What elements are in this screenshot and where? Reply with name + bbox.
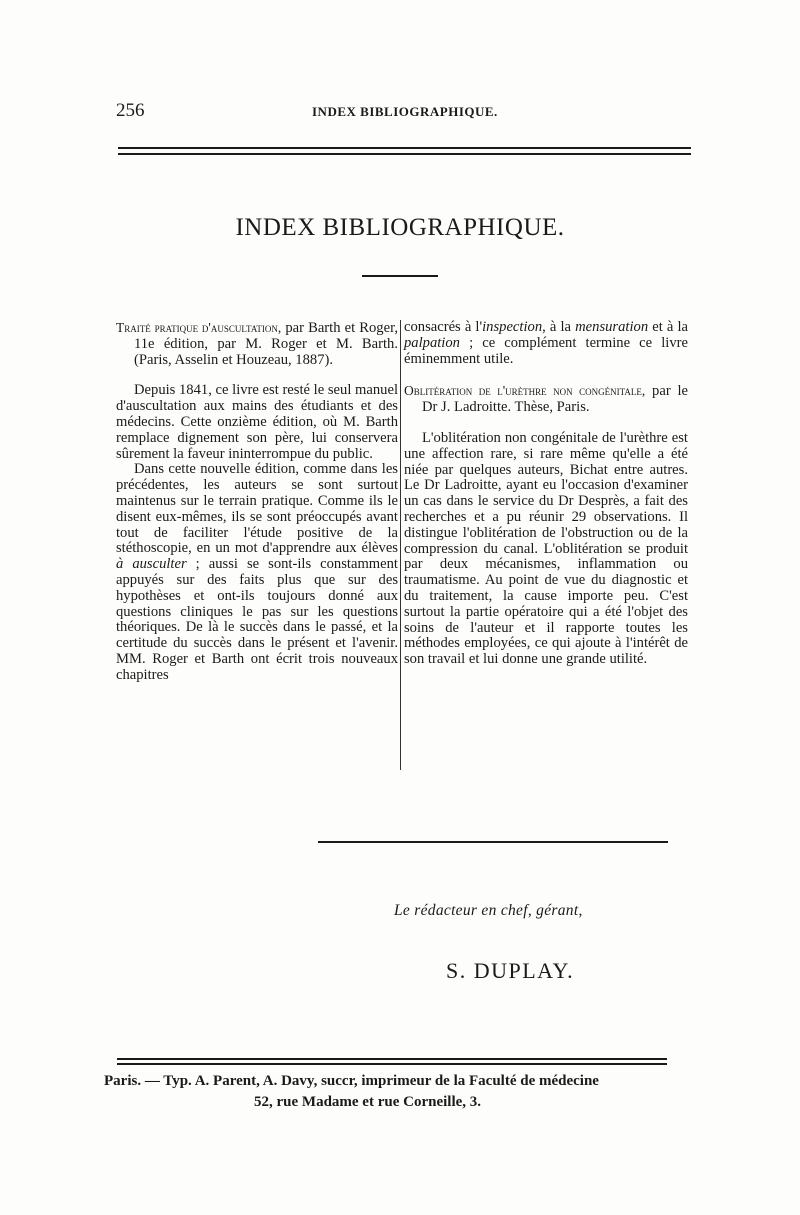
- right-column: [404, 320, 688, 668]
- emphasis: mensuration: [575, 319, 649, 335]
- running-head: INDEX BIBLIOGRAPHIQUE.: [312, 104, 498, 119]
- paragraph: Depuis 1841, ce livre est resté le seul manuel d'auscultation aux mains des étudiants et des médecins. Cette onzième édition, où M. Barth remplace dignement son père, lui conservera sûrement la faveur ininterrompue du public.: [116, 382, 398, 462]
- paragraph: [404, 320, 688, 367]
- entry-citation: par Barth et Roger, 11e édition, par M. Roger et M. Barth. (Paris, Asselin et Houzeau, 1887).: [134, 320, 399, 368]
- main-title: INDEX BIBLIOGRAPHIQUE.: [235, 214, 565, 241]
- paragraph: L'oblitération non congénitale de l'urèthre est une affection rare, si rare même qu'elle a été niée par quelques auteurs, Bichat entre autres. Le Dr Ladroitte, ayant eu l'occasion d'examiner un cas dans le service du Dr Desprès, a fait des recherches et a pu réunir 29 observations. Il distingue l'oblitération de l'obstruction ou de la compression du canal. L'oblitération se produit par deux mécanismes, inflammation ou traumatisme. Au point de vue du diagnostic et du traitement, la cause importe peu. C'est surtout la partie opératoire qui a été l'objet des soins de l'auteur et il rapporte toutes les méthodes employées, ce qui ajoute à l'intérêt de son travail et lui donne une grande utilité.: [404, 429, 688, 668]
- paragraph: [116, 462, 398, 683]
- emphasis: palpation: [404, 334, 460, 351]
- paragraph-text: ; aussi se sont-ils constamment appuyés sur des faits plus que sur des hypothèses et ont-ils toujours donné aux questions cliniques le pas sur les questions théoriques. De là le succès dans le passé, et la certitude du succès dans le présent et l'avenir. MM. Roger et Barth ont écrit trois nouveaux chapitres: [116, 556, 398, 683]
- page-number: 256: [116, 100, 145, 121]
- signature: S. DUPLAY.: [446, 958, 575, 983]
- entry-citation: par le Dr J. Ladroitte. Thèse, Paris.: [422, 383, 688, 416]
- entry-heading: [116, 320, 398, 368]
- entry-title: Oblitération de l'urèthre non congénitale,: [404, 383, 646, 399]
- entry-heading: [404, 383, 688, 416]
- header-rule-top: [118, 147, 691, 149]
- signoff: Le rédacteur en chef, gérant,: [394, 902, 583, 919]
- imprint-rule-bottom: [117, 1063, 667, 1065]
- paragraph-text: consacrés à l': [404, 319, 483, 335]
- title-rule: [362, 275, 438, 277]
- paragraph-text: et à la: [652, 319, 689, 335]
- left-column: [116, 320, 398, 684]
- entry-title: Traité pratique d'auscultation,: [116, 320, 282, 335]
- emphasis: inspection: [482, 319, 543, 335]
- emphasis: à ausculter: [116, 556, 187, 573]
- section-rule: [318, 841, 668, 843]
- paragraph-text: ; ce complément termine ce livre éminemment utile.: [404, 334, 688, 367]
- paragraph-text: Dans cette nouvelle édition, comme dans les précédentes, les auteurs se sont surtout maintenus sur le terrain pratique. Comme ils le disent eux-mêmes, ils se sont préoccupés avant tout de faciliter l'étude positive de la stéthoscopie, en un mot d'apprendre aux élèves: [116, 461, 398, 557]
- imprint-line: Paris. — Typ. A. Parent, A. Davy, succr, imprimeur de la Faculté de médecine: [104, 1073, 599, 1089]
- imprint-address: 52, rue Madame et rue Corneille, 3.: [254, 1094, 482, 1110]
- header-rule-bottom: [118, 153, 691, 155]
- paragraph-text: , à la: [542, 319, 572, 335]
- imprint-rule-top: [117, 1058, 667, 1060]
- column-divider: [400, 320, 401, 770]
